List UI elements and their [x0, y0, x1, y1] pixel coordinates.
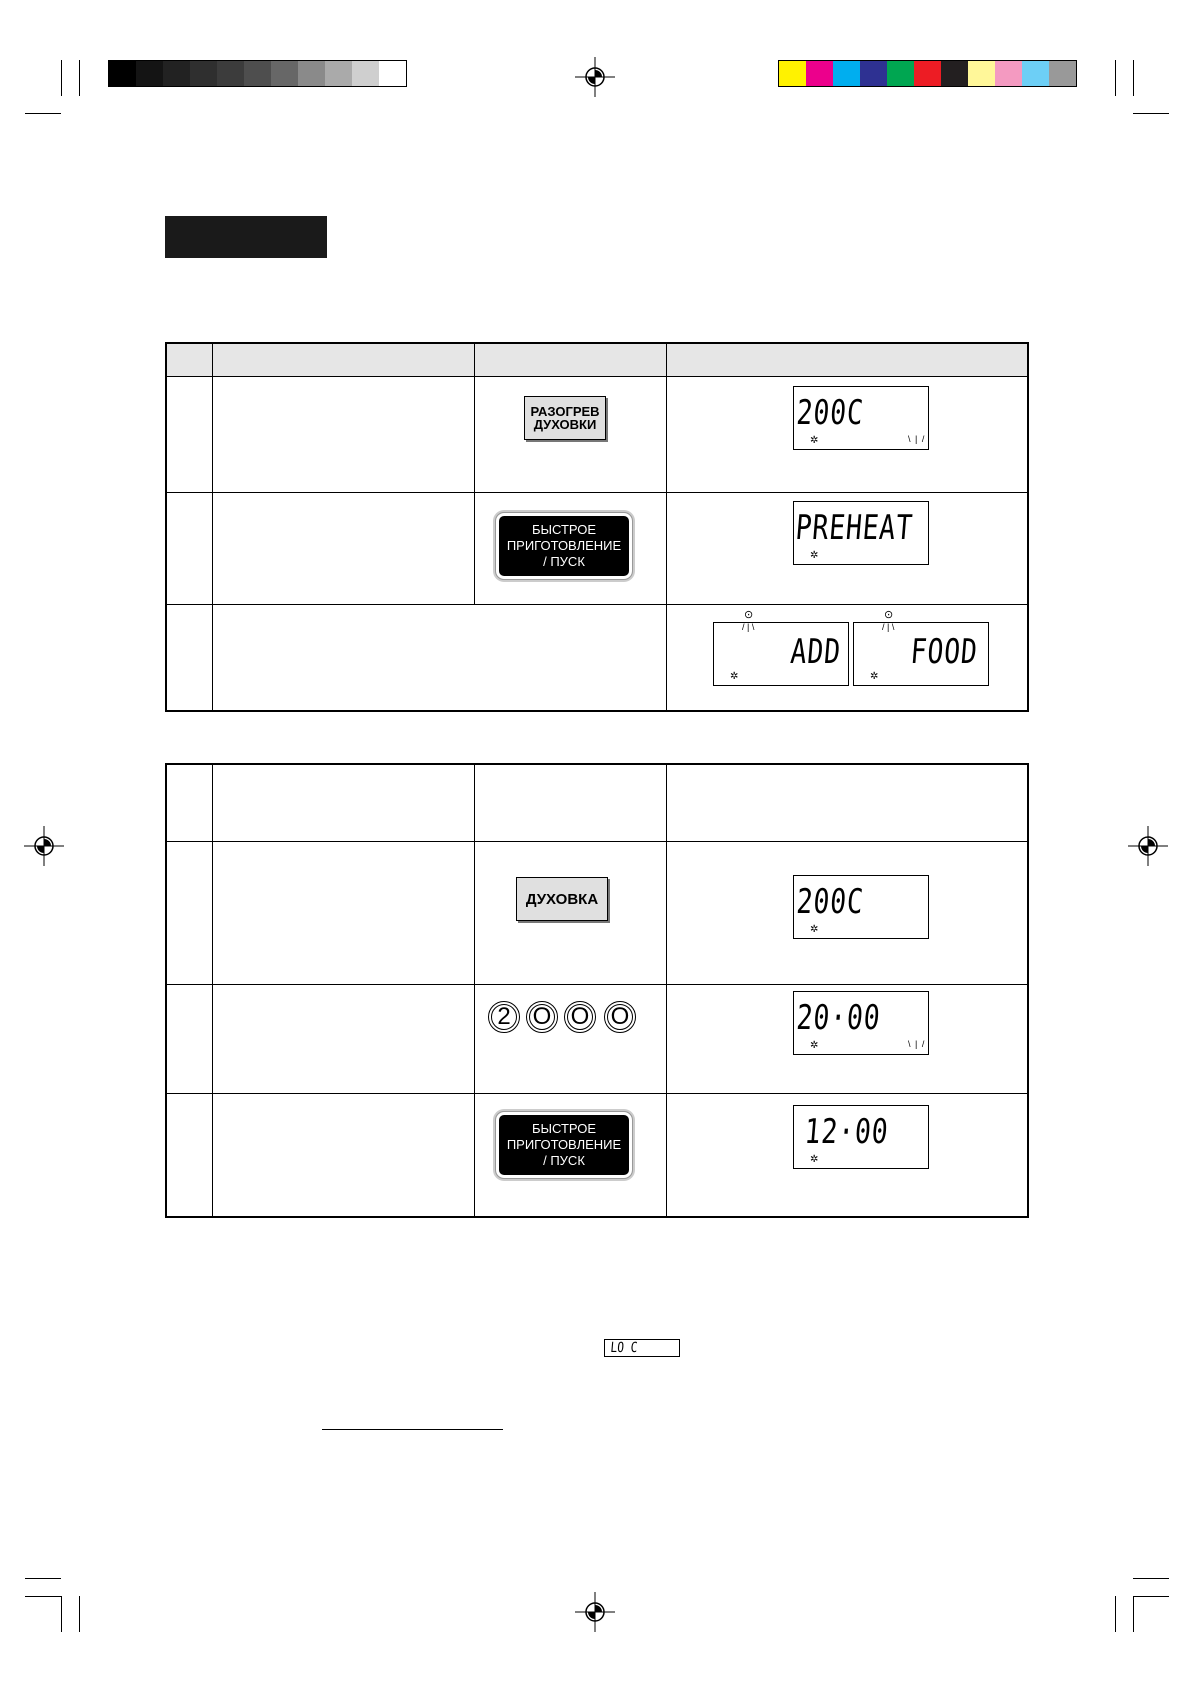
color-swatch — [779, 61, 806, 86]
gray-swatch — [109, 61, 136, 86]
color-swatch — [968, 61, 995, 86]
gray-swatch — [298, 61, 325, 86]
lcd-text: FOOD — [908, 632, 980, 672]
color-swatch — [995, 61, 1022, 86]
crop-mark — [25, 1596, 61, 1597]
gray-swatch — [271, 61, 298, 86]
oven-button[interactable]: ДУХОВКА — [516, 877, 608, 921]
color-swatch — [860, 61, 887, 86]
gray-swatch — [352, 61, 379, 86]
lcd-text: LO C — [609, 1340, 639, 1356]
crop-mark — [61, 60, 62, 96]
color-calibration-bar — [778, 60, 1077, 87]
number-key-2[interactable]: 2 — [488, 1001, 520, 1033]
fan-icon: ✲ — [810, 435, 819, 446]
color-swatch — [1022, 61, 1049, 86]
color-swatch — [941, 61, 968, 86]
crop-mark — [25, 1578, 61, 1579]
gray-swatch — [136, 61, 163, 86]
crop-mark — [1133, 1596, 1134, 1632]
lcd-display — [793, 875, 929, 939]
lcd-display — [793, 991, 929, 1055]
flashing-indicator-icon: / | \ — [742, 622, 755, 632]
lcd-text: 20·00 — [794, 998, 882, 1038]
gray-calibration-bar — [108, 60, 407, 87]
lcd-display — [793, 501, 929, 565]
crop-mark — [1133, 60, 1134, 96]
registration-mark-icon — [575, 57, 615, 97]
number-key-0[interactable]: O — [564, 1001, 596, 1033]
lcd-text: 200C — [794, 882, 866, 922]
quick-cook-start-button[interactable]: БЫСТРОЕ ПРИГОТОВЛЕНИЕ / ПУСК — [496, 1112, 632, 1178]
crop-mark — [1115, 1596, 1116, 1632]
color-swatch — [914, 61, 941, 86]
lcd-text: 12·00 — [802, 1112, 890, 1152]
flashing-indicator-icon: / | \ — [882, 622, 895, 632]
lcd-text: PREHEAT — [793, 508, 915, 548]
gray-swatch — [163, 61, 190, 86]
registration-mark-icon — [24, 826, 64, 866]
crop-mark — [1133, 113, 1169, 114]
crop-mark — [61, 1596, 62, 1632]
number-key-0[interactable]: O — [604, 1001, 636, 1033]
lcd-display — [793, 1105, 929, 1169]
gray-swatch — [217, 61, 244, 86]
gray-swatch — [190, 61, 217, 86]
crop-mark — [25, 113, 61, 114]
crop-mark — [79, 60, 80, 96]
clock-icon: ⊙ — [884, 609, 894, 621]
mini-lcd-display — [604, 1339, 680, 1357]
oven-preheat-button[interactable]: РАЗОГРЕВ ДУХОВКИ — [524, 396, 606, 440]
fan-icon: ✲ — [810, 1040, 819, 1051]
crop-mark — [1115, 60, 1116, 96]
flashing-indicator-icon: \ | / — [908, 434, 926, 444]
registration-mark-icon — [575, 1592, 615, 1632]
lcd-text: ADD — [788, 632, 843, 672]
underline-rule — [322, 1429, 503, 1430]
flashing-indicator-icon: \ | / — [908, 1039, 926, 1049]
fan-icon: ✲ — [810, 924, 819, 935]
fan-icon: ✲ — [810, 1154, 819, 1165]
lcd-text: 200C — [794, 393, 866, 433]
lcd-display-food — [853, 622, 989, 686]
registration-mark-icon — [1128, 826, 1168, 866]
gray-swatch — [379, 61, 406, 86]
lcd-display — [793, 386, 929, 450]
fan-icon: ✲ — [810, 550, 819, 561]
color-swatch — [806, 61, 833, 86]
crop-mark — [79, 1596, 80, 1632]
color-swatch — [1049, 61, 1076, 86]
number-key-0[interactable]: O — [526, 1001, 558, 1033]
fan-icon: ✲ — [730, 671, 739, 682]
color-swatch — [833, 61, 860, 86]
fan-icon: ✲ — [870, 671, 879, 682]
crop-mark — [1133, 1596, 1169, 1597]
gray-swatch — [325, 61, 352, 86]
gray-swatch — [244, 61, 271, 86]
lcd-display-add — [713, 622, 849, 686]
color-swatch — [887, 61, 914, 86]
table-header — [167, 344, 1027, 376]
section-banner — [165, 216, 327, 258]
quick-cook-start-button[interactable]: БЫСТРОЕ ПРИГОТОВЛЕНИЕ / ПУСК — [496, 513, 632, 579]
clock-icon: ⊙ — [744, 609, 754, 621]
crop-mark — [1133, 1578, 1169, 1579]
